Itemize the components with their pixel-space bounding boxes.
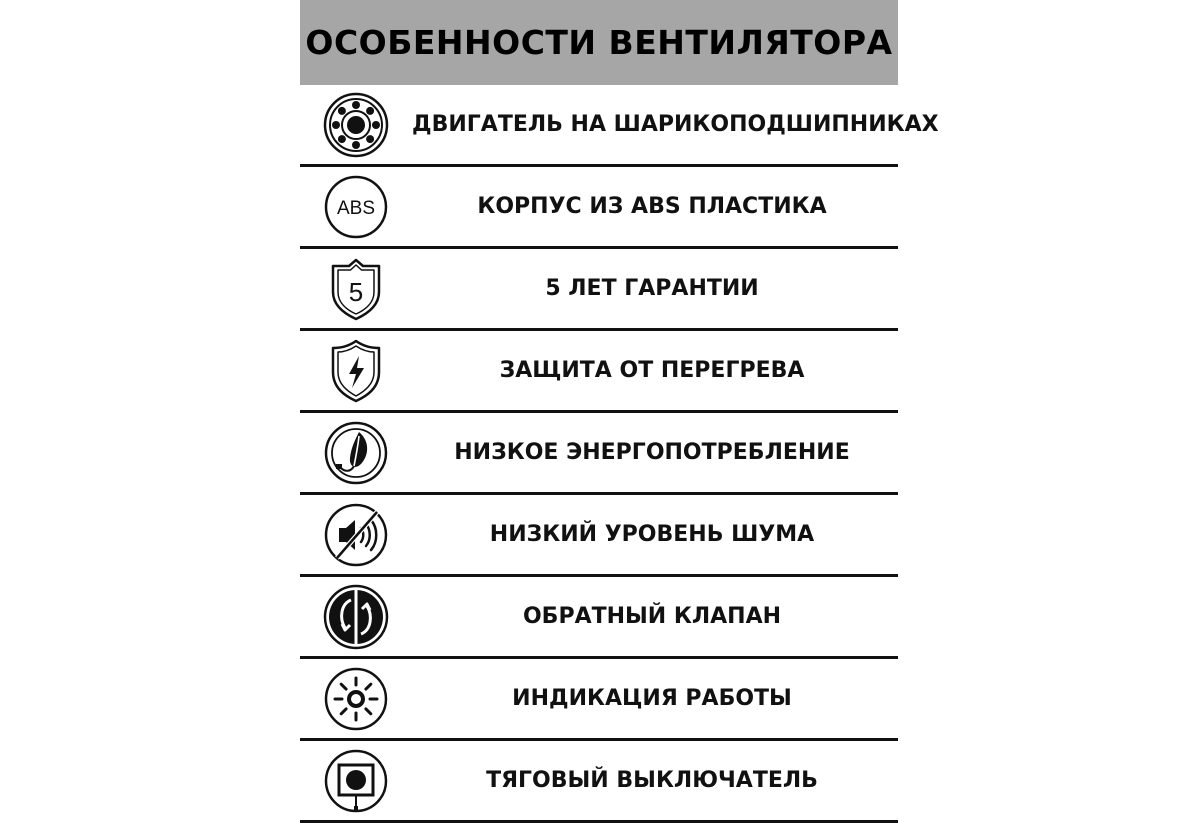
warranty-icon-text: 5 [348,276,364,307]
feature-row [300,577,898,656]
header-bar [300,0,898,85]
feature-label: 5 ЛЕТ ГАРАНТИИ [545,276,759,301]
feature-label: ДВИГАТЕЛЬ НА ШАРИКОПОДШИПНИКАХ [412,112,939,137]
feature-row [300,331,898,410]
abs-icon-text: ABS [336,197,376,219]
feature-row [300,249,898,328]
ball-bearing-icon [300,85,412,164]
feature-row [300,741,898,820]
muted-speaker-icon [300,495,412,574]
check-valve-icon [300,577,412,656]
page-title: ОСОБЕННОСТИ ВЕНТИЛЯТОРА [305,23,893,62]
feature-label: НИЗКИЙ УРОВЕНЬ ШУМА [489,522,815,547]
abs-plastic-icon [300,167,412,246]
feature-label: ТЯГОВЫЙ ВЫКЛЮЧАТЕЛЬ [486,768,818,793]
feature-row [300,495,898,574]
feature-label: НИЗКОЕ ЭНЕРГОПОТРЕБЛЕНИЕ [454,440,850,465]
feature-row [300,413,898,492]
feature-row [300,659,898,738]
indicator-sun-icon [300,659,412,738]
feature-row [300,85,939,164]
warranty-shield-icon [300,249,412,328]
leaf-plug-icon [300,413,412,492]
features-card [300,0,939,800]
feature-row [300,167,898,246]
lightning-shield-icon [300,331,412,410]
feature-label: ЗАЩИТА ОТ ПЕРЕГРЕВА [499,358,805,383]
feature-label: ИНДИКАЦИЯ РАБОТЫ [512,686,792,711]
feature-label: ОБРАТНЫЙ КЛАПАН [522,604,782,629]
feature-list [300,85,939,823]
feature-label: КОРПУС ИЗ ABS ПЛАСТИКА [477,194,827,219]
pull-switch-icon [300,741,412,820]
